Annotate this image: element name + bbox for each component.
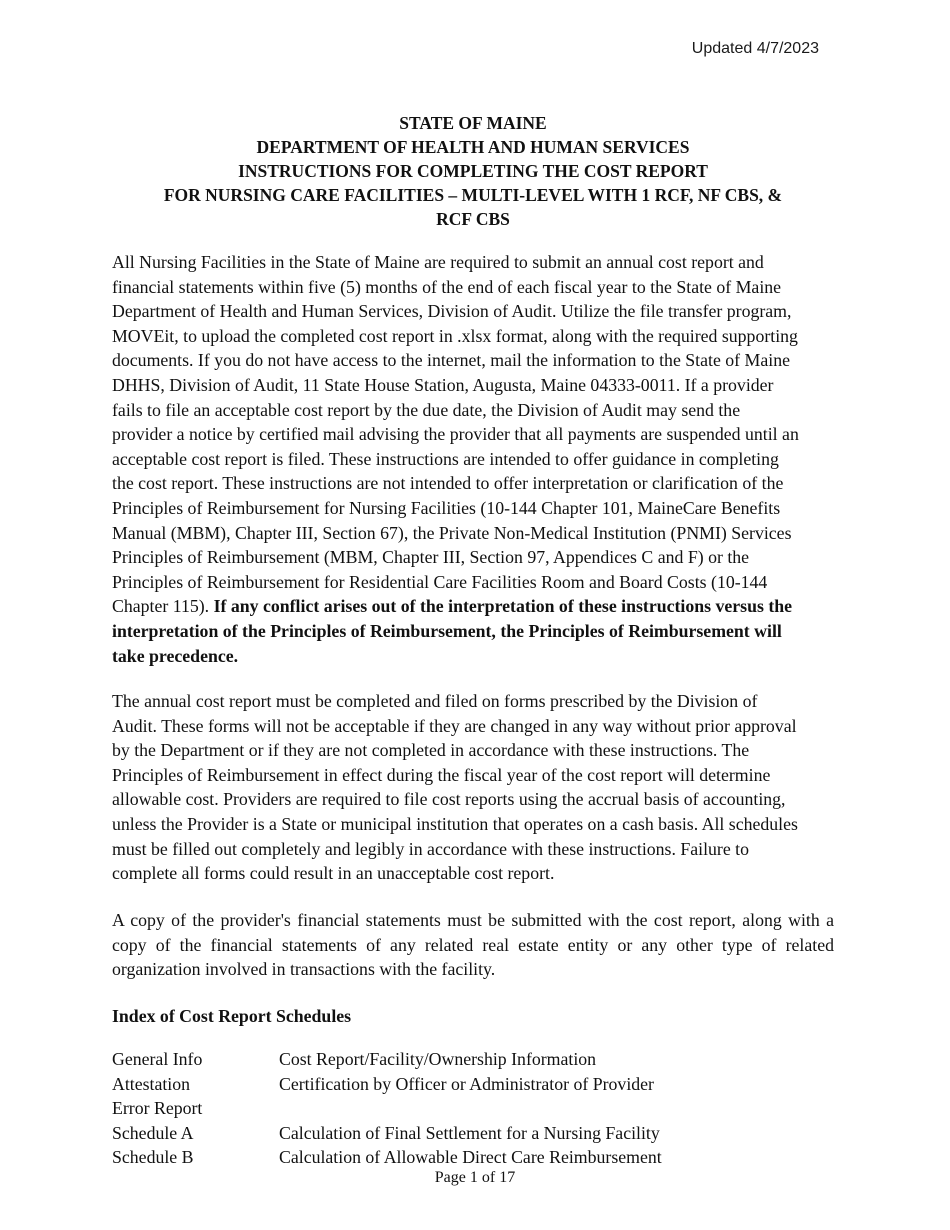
index-row (112, 1121, 834, 1146)
financial-statements-paragraph: A copy of the provider's financial statements must be submitted with the cost report, along with a copy of the financial statements of any related real estate entity or any other type of related organization involved in transactions with the facility. (112, 910, 834, 980)
requirements-paragraph (112, 689, 834, 886)
schedule-index (112, 1047, 834, 1170)
text-line: DHHS, Division of Audit, 11 State House Station, Augusta, Maine 04333-0011. If a provider (112, 374, 774, 395)
index-row (112, 1145, 834, 1170)
text-line: Principles of Reimbursement for Residential Care Facilities Room and Board Costs (10-144 (112, 571, 768, 592)
schedule-code: Schedule A (112, 1122, 194, 1143)
text-line: Principles of Reimbursement (MBM, Chapter III, Section 97, Appendices C and F) or the (112, 547, 750, 568)
text-line: acceptable cost report is filed. These instructions are intended to offer guidance in completing (112, 448, 779, 469)
title-line: DEPARTMENT OF HEALTH AND HUMAN SERVICES (256, 137, 690, 157)
schedule-code: Schedule B (112, 1147, 194, 1168)
updated-date: Updated 4/7/2023 (691, 40, 819, 57)
text-line: Principles of Reimbursement in effect during the fiscal year of the cost report will determine (112, 764, 771, 785)
text-line: Manual (MBM), Chapter III, Section 67), the Private Non-Medical Institution (PNMI) Services (112, 522, 792, 543)
text-line: provider a notice by certified mail advising the provider that all payments are suspended until an (112, 424, 799, 445)
text-line: fails to file an acceptable cost report by the due date, the Division of Audit may send the (112, 399, 741, 420)
document-title (112, 111, 834, 231)
schedule-description: Calculation of Allowable Direct Care Reimbursement (279, 1147, 662, 1168)
index-row (112, 1096, 834, 1121)
schedule-code: Attestation (112, 1073, 191, 1094)
schedule-description (279, 1096, 834, 1121)
intro-paragraph (112, 250, 834, 668)
text-line: must be filled out completely and legibly in accordance with these instructions. Failure to (112, 838, 749, 859)
schedule-description: Cost Report/Facility/Ownership Information (279, 1049, 597, 1069)
schedule-description: Calculation of Final Settlement for a Nursing Facility (279, 1122, 660, 1143)
title-line: FOR NURSING CARE FACILITIES – MULTI-LEVEL WITH 1 RCF, NF CBS, & (163, 185, 783, 205)
schedule-description: Certification by Officer or Administrator of Provider (279, 1073, 654, 1094)
text-line: The annual cost report must be completed and filed on forms prescribed by the Division of (112, 691, 758, 711)
page-number: Page 1 of 17 (434, 1169, 516, 1186)
schedule-code: General Info (112, 1049, 203, 1069)
text-line: the cost report. These instructions are not intended to offer interpretation or clarification of the (112, 473, 784, 494)
title-line: INSTRUCTIONS FOR COMPLETING THE COST REPORT (238, 161, 708, 181)
text-line: by the Department or if they are not completed in accordance with these instructions. The (112, 740, 750, 761)
text-line: complete all forms could result in an unacceptable cost report. (112, 863, 555, 884)
text-line: Chapter 115). (112, 596, 214, 617)
text-line: Audit. These forms will not be acceptable if they are changed in any way without prior approval (112, 715, 797, 736)
text-line: MOVEit, to upload the completed cost report in .xlsx format, along with the required supporting (112, 325, 798, 346)
index-row (112, 1072, 834, 1097)
index-row (112, 1047, 834, 1072)
text-line: documents. If you do not have access to the internet, mail the information to the State of Maine (112, 350, 790, 371)
title-line: RCF CBS (436, 209, 510, 229)
schedule-code: Error Report (112, 1098, 203, 1119)
title-line: STATE OF MAINE (399, 113, 547, 133)
text-line: Principles of Reimbursement for Nursing Facilities (10-144 Chapter 101, MaineCare Benefits (112, 497, 781, 518)
text-line: financial statements within five (5) months of the end of each fiscal year to the State of Maine (112, 276, 782, 297)
conflict-notice: If any conflict arises out of the interpretation of these instructions versus the interpretation of the Principles of Reimbursement, the Principles of Reimbursement will take precedence. (112, 596, 793, 666)
text-line: All Nursing Facilities in the State of Maine are required to submit an annual cost report and (112, 252, 764, 272)
text-line: allowable cost. Providers are required to file cost reports using the accrual basis of accounting, (112, 789, 786, 810)
index-heading: Index of Cost Report Schedules (112, 1006, 352, 1026)
text-line: Department of Health and Human Services, Division of Audit. Utilize the file transfer program, (112, 301, 792, 322)
text-line: unless the Provider is a State or municipal institution that operates on a cash basis. All schedules (112, 813, 798, 834)
